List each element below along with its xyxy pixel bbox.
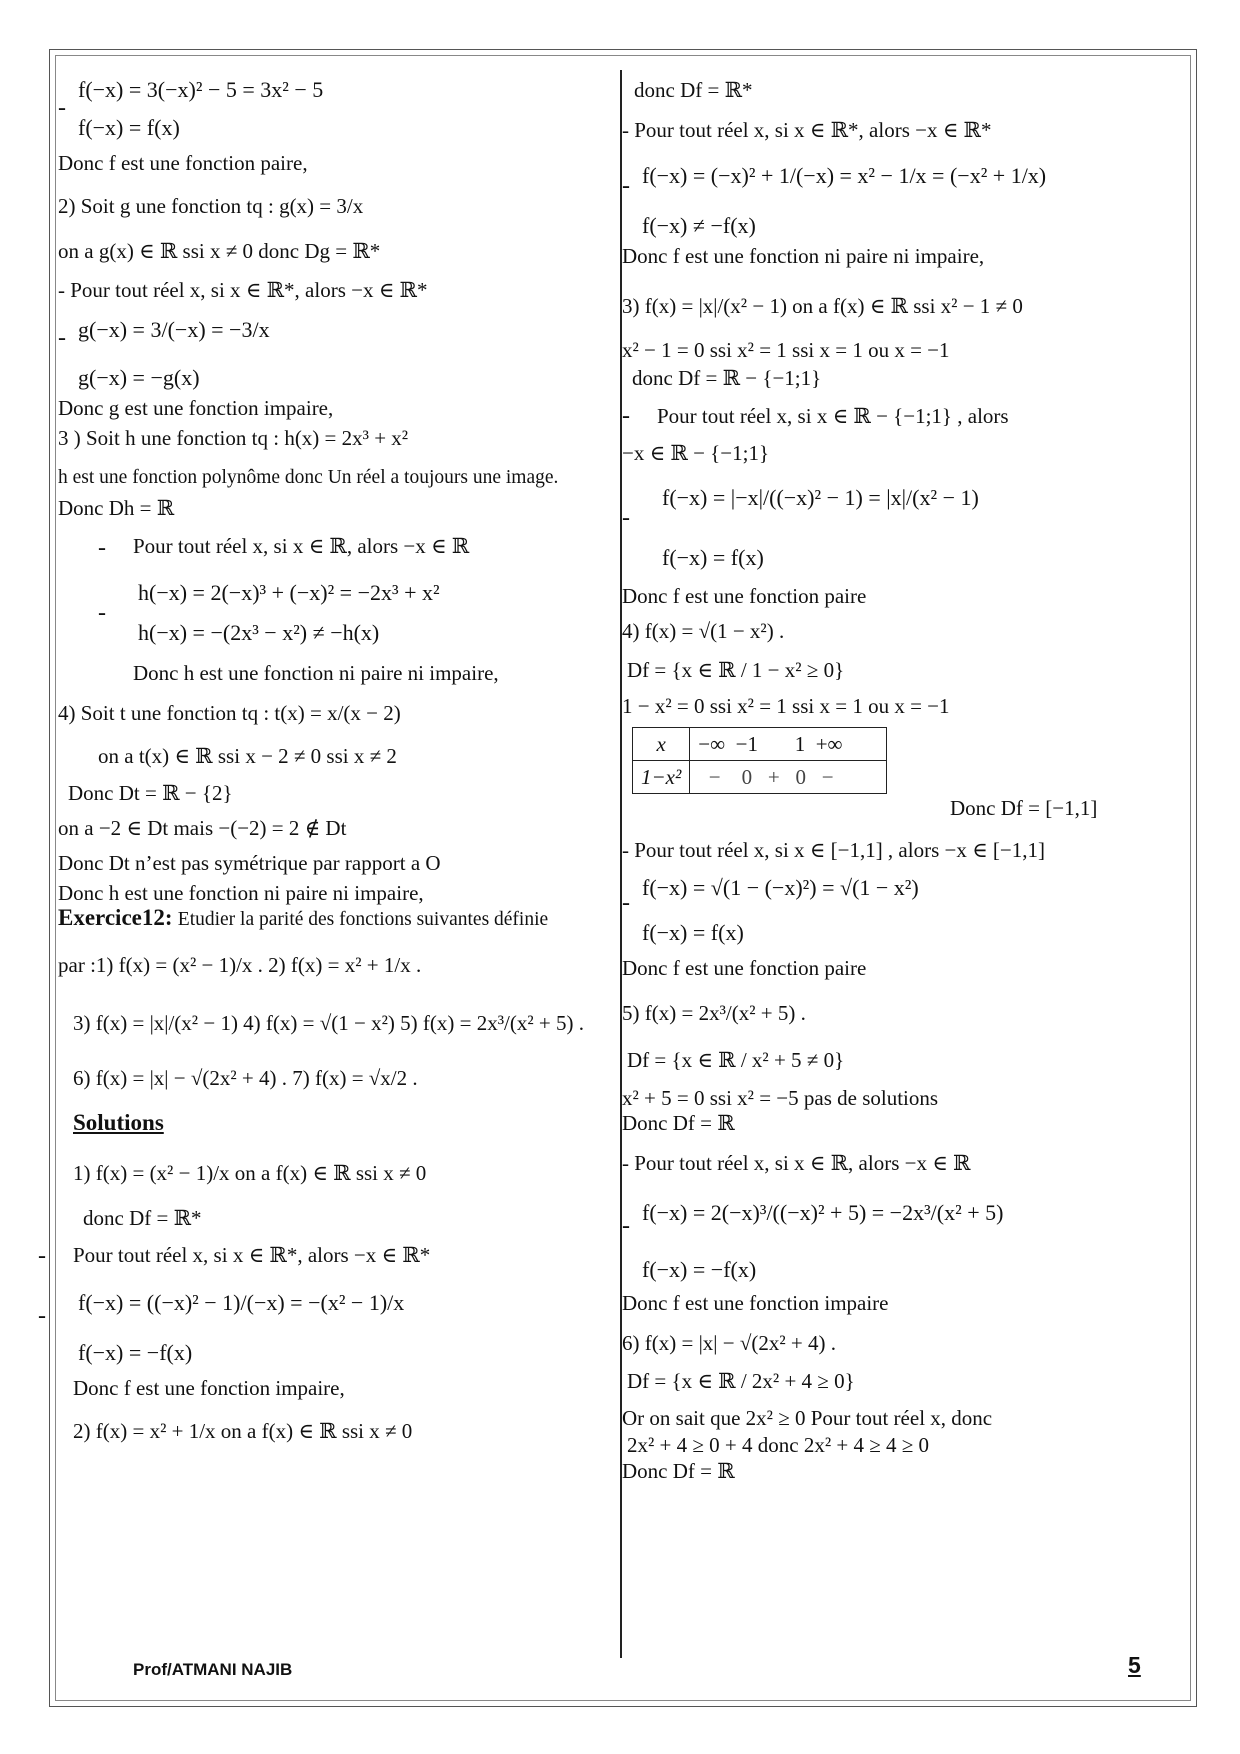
sign-zero: 0 [741, 764, 753, 789]
text-line: Donc Df = ℝ [622, 1459, 735, 1483]
text-line: - Pour tout réel x, si x ∈ ℝ*, alors −x ∈ ℝ* [58, 278, 428, 302]
exercise-title-line [58, 905, 548, 933]
math-line: 4) f(x) = √(1 − x²) . [622, 619, 785, 643]
text-line: Donc f est une fonction impaire, [73, 1376, 345, 1400]
text-line: donc Df = ℝ − {−1;1} [632, 366, 822, 390]
sign-table-values [690, 728, 887, 761]
text-line: Donc Dt = ℝ − {2} [68, 781, 233, 805]
sign-table-header-x: x [633, 728, 690, 761]
bullet-dash: - [622, 890, 630, 916]
text-line: Donc Df = [−1,1] [950, 796, 1098, 820]
sign-table-row-x [633, 728, 887, 761]
text-line: Donc Dt n’est pas symétrique par rapport a O [58, 851, 441, 875]
text-line: Pour tout réel x, si x ∈ ℝ − {−1;1} , alors [657, 404, 1009, 428]
bullet-dash: - [38, 1243, 46, 1269]
text-line: 2x² + 4 ≥ 0 + 4 donc 2x² + 4 ≥ 4 ≥ 0 [627, 1433, 930, 1457]
math-line: h(−x) = 2(−x)³ + (−x)² = −2x³ + x² [138, 580, 440, 605]
sign-table [632, 727, 887, 794]
math-line: f(−x) = f(x) [642, 920, 744, 945]
text-line: −x ∈ ℝ − {−1;1} [622, 441, 770, 465]
sign-table-row-sign [633, 761, 887, 794]
text-line: Pour tout réel x, si x ∈ ℝ*, alors −x ∈ ℝ* [73, 1243, 431, 1267]
math-line: Df = {x ∈ ℝ / x² + 5 ≠ 0} [627, 1048, 845, 1072]
text-line: on a t(x) ∈ ℝ ssi x − 2 ≠ 0 ssi x ≠ 2 [98, 744, 397, 768]
text-line: Donc Dh = ℝ [58, 496, 175, 520]
bullet-dash: - [98, 535, 106, 561]
bullet-dash: - [58, 325, 66, 351]
math-line: 6) f(x) = |x| − √(2x² + 4) . 7) f(x) = √x/2 . [73, 1066, 418, 1090]
math-line: Df = {x ∈ ℝ / 1 − x² ≥ 0} [627, 658, 845, 682]
math-line: 1) f(x) = (x² − 1)/x on a f(x) ∈ ℝ ssi x ≠ 0 [73, 1161, 427, 1185]
math-line: 5) f(x) = 2x³/(x² + 5) . [622, 1001, 806, 1025]
page-number: 5 [1128, 1652, 1141, 1678]
math-line: f(−x) = ((−x)² − 1)/(−x) = −(x² − 1)/x [78, 1290, 405, 1315]
text-line: 3 ) Soit h une fonction tq : h(x) = 2x³ + x² [58, 426, 409, 450]
text-line: Donc f est une fonction paire [622, 956, 867, 980]
math-line: f(−x) = |−x|/((−x)² − 1) = |x|/(x² − 1) [662, 485, 979, 510]
text-line: Pour tout réel x, si x ∈ ℝ, alors −x ∈ ℝ [133, 534, 470, 558]
value-minus-infinity: −∞ [698, 731, 726, 756]
text-line: on a −2 ∈ Dt mais −(−2) = 2 ∉ Dt [58, 816, 347, 840]
value-minus-one: −1 [735, 731, 758, 756]
text-line: h est une fonction polynôme donc Un réel a toujours une image. [58, 467, 559, 488]
bullet-dash: - [622, 505, 630, 531]
footer-author: Prof/ATMANI NAJIB [133, 1660, 293, 1679]
sign-table-signs [690, 761, 887, 794]
text-line: 1 − x² = 0 ssi x² = 1 ssi x = 1 ou x = −1 [622, 694, 950, 718]
text-line: donc Df = ℝ* [83, 1206, 202, 1230]
math-line: par :1) f(x) = (x² − 1)/x . 2) f(x) = x² + 1/x . [58, 953, 422, 977]
math-line: f(−x) = (−x)² + 1/(−x) = x² − 1/x = (−x² + 1/x) [642, 163, 1047, 188]
bullet-dash: - [38, 1303, 46, 1329]
sign-plus: + [767, 764, 780, 789]
text-line: Donc f est une fonction ni paire ni impaire, [622, 244, 985, 268]
sign-table-header-expression: 1−x² [633, 761, 690, 794]
math-line: f(−x) = −f(x) [642, 1257, 757, 1282]
sign-minus: − [708, 764, 721, 789]
bullet-dash: - [622, 403, 630, 429]
sign-zero: 0 [795, 764, 806, 789]
math-line: f(−x) = 3(−x)² − 5 = 3x² − 5 [78, 77, 324, 102]
math-line: f(−x) = √(1 − (−x)²) = √(1 − x²) [642, 875, 919, 900]
math-line: 6) f(x) = |x| − √(2x² + 4) . [622, 1331, 836, 1355]
math-line: g(−x) = 3/(−x) = −3/x [78, 317, 270, 342]
math-line: f(−x) = −f(x) [78, 1340, 193, 1365]
text-line: Or on sait que 2x² ≥ 0 Pour tout réel x, donc [622, 1406, 993, 1430]
text-line: Donc g est une fonction impaire, [58, 396, 334, 420]
exercise-statement: Etudier la parité des fonctions suivantes définie [177, 909, 549, 930]
math-line: Df = {x ∈ ℝ / 2x² + 4 ≥ 0} [627, 1369, 855, 1393]
value-plus-infinity: +∞ [815, 731, 843, 756]
bullet-dash: - [58, 95, 66, 121]
math-line: f(−x) = f(x) [78, 115, 180, 140]
text-line: Donc f est une fonction paire, [58, 151, 308, 175]
math-line: f(−x) ≠ −f(x) [642, 213, 756, 238]
math-line: h(−x) = −(2x³ − x²) ≠ −h(x) [138, 620, 380, 645]
text-line: 4) Soit t une fonction tq : t(x) = x/(x − 2) [58, 701, 401, 725]
math-line: f(−x) = 2(−x)³/((−x)² + 5) = −2x³/(x² + 5) [642, 1200, 1004, 1225]
math-line: 3) f(x) = |x|/(x² − 1) on a f(x) ∈ ℝ ssi x² − 1 ≠ 0 [622, 294, 1023, 318]
text-line: - Pour tout réel x, si x ∈ [−1,1] , alors −x ∈ [−1,1] [622, 838, 1045, 862]
text-line: on a g(x) ∈ ℝ ssi x ≠ 0 donc Dg = ℝ* [58, 239, 381, 263]
text-line: 2) Soit g une fonction tq : g(x) = 3/x [58, 194, 364, 218]
text-line: Donc h est une fonction ni paire ni impaire, [133, 661, 499, 685]
text-line: Donc Df = ℝ [622, 1111, 735, 1135]
bullet-dash: - [622, 1213, 630, 1239]
text-line: Donc f est une fonction impaire [622, 1291, 889, 1315]
math-line: 2) f(x) = x² + 1/x on a f(x) ∈ ℝ ssi x ≠ 0 [73, 1419, 413, 1443]
text-line: Donc f est une fonction paire [622, 584, 867, 608]
text-line: - Pour tout réel x, si x ∈ ℝ, alors −x ∈ ℝ [622, 1151, 971, 1175]
solutions-heading: Solutions [73, 1110, 164, 1135]
bullet-dash: - [622, 173, 630, 199]
value-one: 1 [794, 731, 806, 756]
math-line: f(−x) = f(x) [662, 545, 764, 570]
text-line: donc Df = ℝ* [634, 78, 753, 102]
math-line: 3) f(x) = |x|/(x² − 1) 4) f(x) = √(1 − x²) 5) f(x) = 2x³/(x² + 5) . [73, 1011, 584, 1035]
text-line: Donc h est une fonction ni paire ni impaire, [58, 881, 424, 905]
sign-minus: − [821, 764, 834, 789]
text-line: x² − 1 = 0 ssi x² = 1 ssi x = 1 ou x = −1 [622, 338, 950, 362]
exercise-title: Exercice12: [58, 905, 173, 930]
math-line: g(−x) = −g(x) [78, 365, 200, 390]
text-line: - Pour tout réel x, si x ∈ ℝ*, alors −x ∈ ℝ* [622, 118, 992, 142]
text-line: x² + 5 = 0 ssi x² = −5 pas de solutions [622, 1086, 939, 1110]
bullet-dash: - [98, 600, 106, 626]
